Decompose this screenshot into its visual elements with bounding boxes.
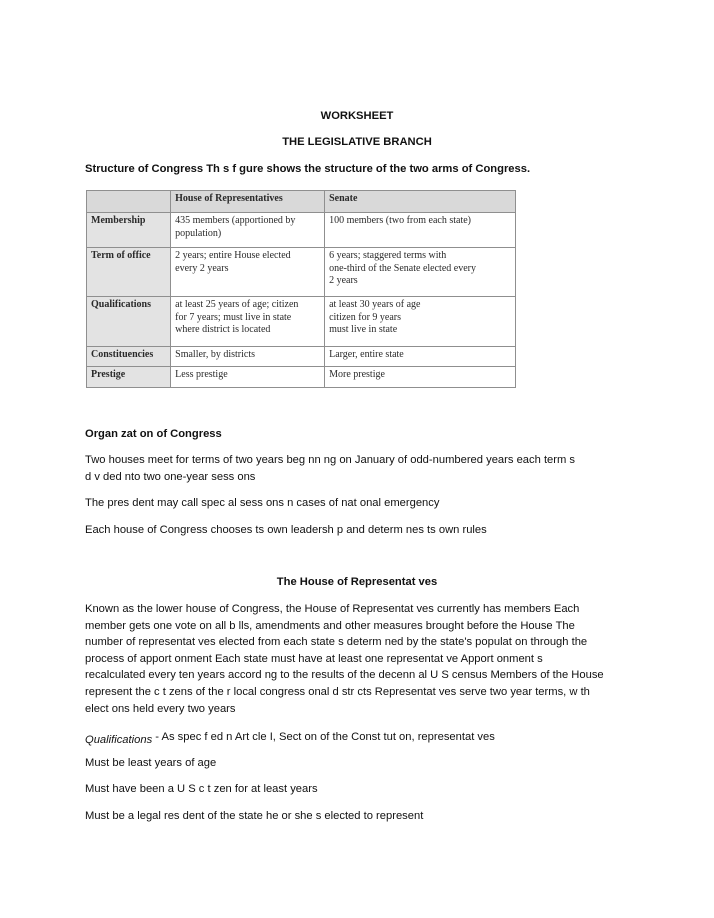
cell-senate-term: 6 years; staggered terms with one-third of the Senate elected every 2 years [325,248,516,297]
congress-structure-table [86,190,516,388]
house-paragraph-line: member gets one vote on all b lls, amendments and other measures brought before the House The [85,619,575,632]
table-header-cell-empty [87,191,171,213]
structure-intro: Structure of Congress Th s f gure shows the structure of the two arms of Congress. [85,163,531,175]
house-heading: The House of Representat ves [276,576,438,588]
table-row [87,297,516,346]
row-label-term: Term of office [87,248,171,297]
cell-senate-membership: 100 members (two from each state) [325,213,516,248]
cell-house-membership: 435 members (apportioned by population) [171,213,325,248]
house-paragraph-line: process of apport onment Each state must have at least one representat ve Apport onment s [85,652,543,665]
house-paragraph-line: number of representat ves elected from each state s determ ned by the state's populat on through the [85,636,588,649]
row-label-prestige: Prestige [87,367,171,388]
requirement-age: Must be least years of age [85,757,217,769]
house-paragraph [85,601,640,717]
cell-senate-prestige: More prestige [325,367,516,388]
qualifications-text: - As spec f ed n Art cle I, Sect on of the Const tut on, representat ves [152,731,495,743]
cell-house-prestige: Less prestige [171,367,325,388]
cell-senate-qualifications: at least 30 years of age citizen for 9 years must live in state [325,297,516,346]
qualifications-label: Qualifications [85,734,153,746]
cell-house-term: 2 years; entire House elected every 2 years [171,248,325,297]
table-header-row [87,191,516,213]
table-row [87,248,516,297]
organization-paragraph-3: Each house of Congress chooses ts own leadersh p and determ nes ts own rules [85,524,487,536]
requirement-citizenship: Must have been a U S c t zen for at least years [85,783,318,795]
row-label-constituencies: Constituencies [87,346,171,367]
qualifications-line [85,729,495,746]
table-header-house: House of Representatives [171,191,325,213]
table-row [87,367,516,388]
organization-heading: Organ zat on of Congress [85,428,222,440]
row-label-membership: Membership [87,213,171,248]
row-label-qualifications: Qualifications [87,297,171,346]
table-header-senate: Senate [325,191,516,213]
cell-house-constituencies: Smaller, by districts [171,346,325,367]
house-paragraph-line: elect ons held every two years [85,702,236,715]
table-row [87,213,516,248]
worksheet-title: WORKSHEET [320,110,394,122]
house-paragraph-line: recalculated every ten years accord ng to the results of the decenn al U S census Members of the House [85,669,604,682]
house-paragraph-line: represent the c t zens of the r local congress onal d str cts Representat ves serve two year terms, w th [85,685,590,698]
organization-paragraph-2: The pres dent may call spec al sess ons n cases of nat onal emergency [85,497,440,509]
cell-house-qualifications: at least 25 years of age; citizen for 7 years; must live in state where district is located [171,297,325,346]
requirement-residency: Must be a legal res dent of the state he or she s elected to represent [85,810,424,822]
table-row [87,346,516,367]
cell-senate-constituencies: Larger, entire state [325,346,516,367]
organization-paragraph-1: Two houses meet for terms of two years beg nn ng on January of odd-numbered years each term s d v ded nto two one-year sess ons [85,454,576,483]
house-paragraph-line: Known as the lower house of Congress, the House of Representat ves currently has members Each [85,603,580,615]
worksheet-subtitle: THE LEGISLATIVE BRANCH [282,136,432,148]
